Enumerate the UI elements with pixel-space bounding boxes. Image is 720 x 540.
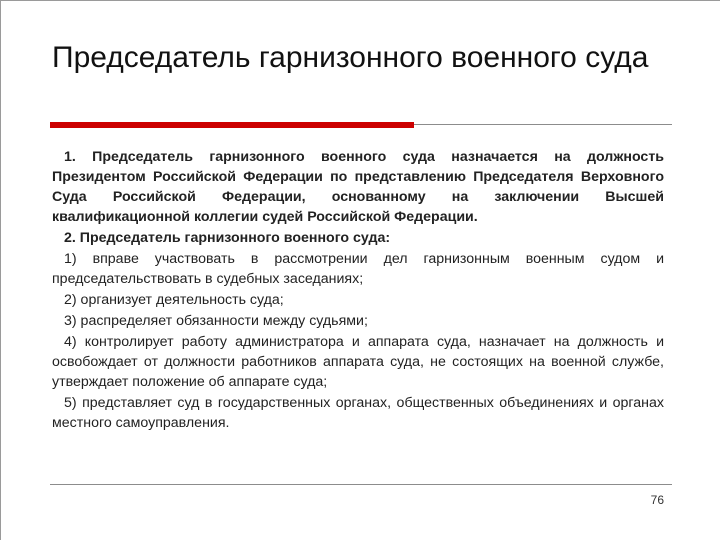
list-item-4: 4) контролирует работу администратора и аппарата суда, назначает на должность и освобождает от должности работников аппарата суда, не состоящих на военной службе, утверждает положение об аппарате суда;: [52, 334, 664, 390]
slide-title: Председатель гарнизонного военного суда: [52, 41, 649, 74]
list-item-5: 5) представляет суд в государственных органах, общественных объединениях и органах местного самоуправления.: [52, 395, 664, 431]
footer-line: [50, 484, 672, 485]
page-number: 76: [650, 493, 664, 507]
list-item-2: 2) организует деятельность суда;: [64, 292, 284, 308]
left-border-line: [0, 0, 1, 540]
paragraph-2: 2. Председатель гарнизонного военного суда:: [64, 230, 391, 246]
top-border-line: [0, 0, 720, 1]
list-item-1: 1) вправе участвовать в рассмотрении дел гарнизонным военным судом и председательствовать в судебных заседаниях;: [52, 251, 664, 287]
paragraph-1: 1. Председатель гарнизонного военного суда назначается на должность Президентом Российской Федерации по представлению Председателя Верховного Суда Российской Федерации, основанному на заключении Высшей квалификационной коллегии судей Российской Федерации.: [52, 149, 664, 225]
title-accent-bar: [50, 122, 414, 128]
slide-body: [52, 147, 664, 434]
list-item-3: 3) распределяет обязанности между судьями;: [64, 313, 368, 329]
